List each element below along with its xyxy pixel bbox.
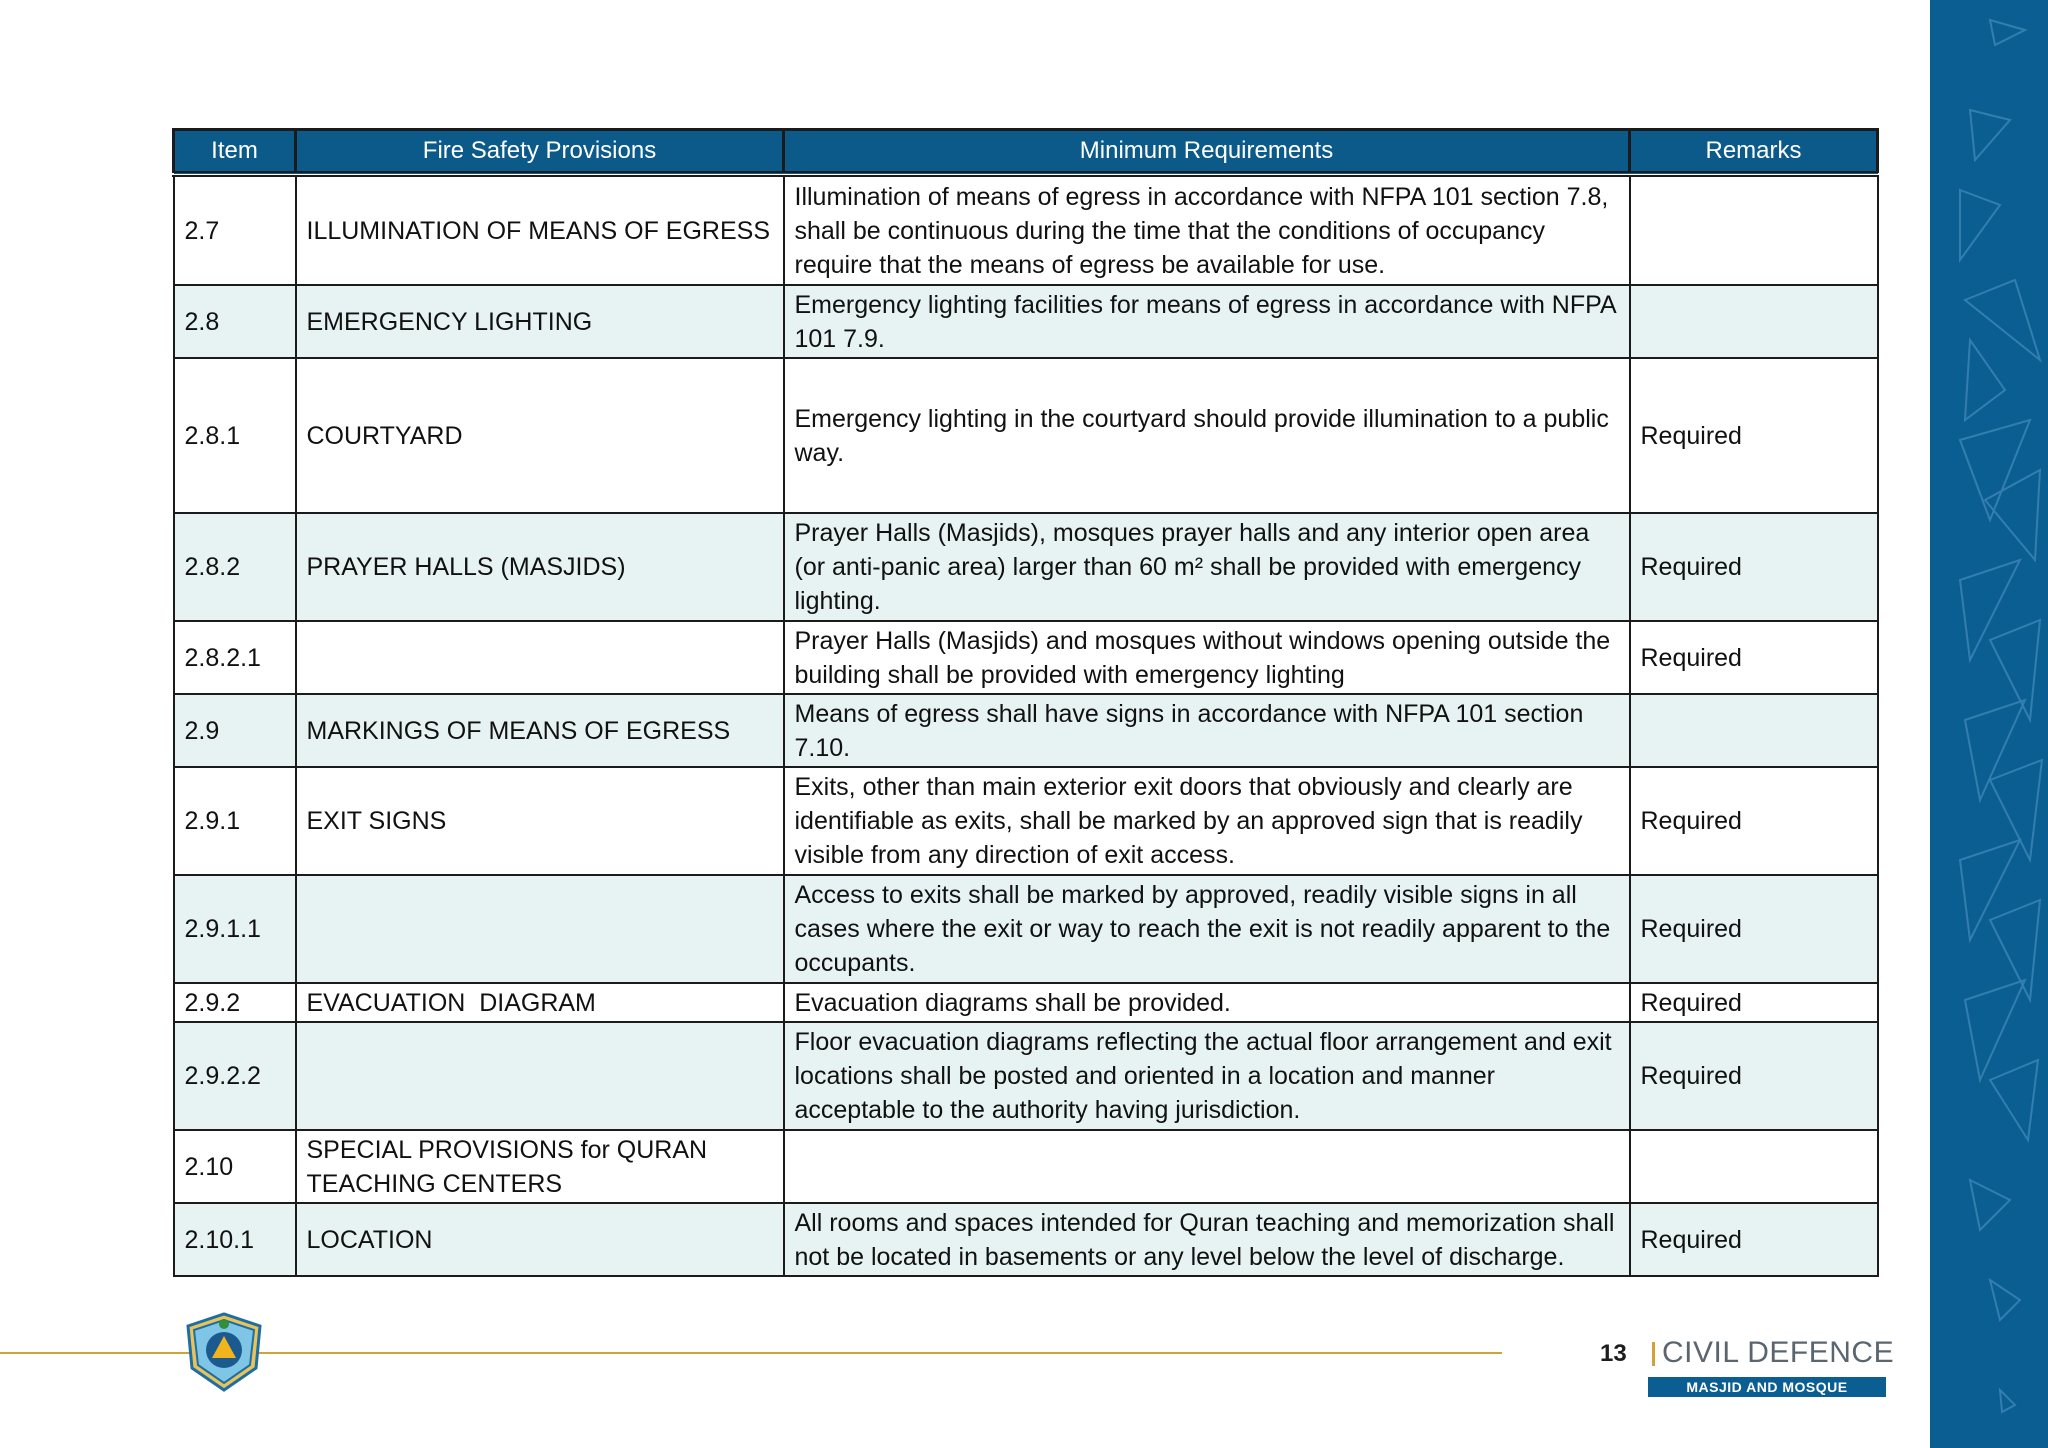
- cell-item: 2.10.1: [174, 1203, 296, 1276]
- cell-requirement: Floor evacuation diagrams reflecting the actual floor arrangement and exit locations shall be posted and oriented in a location and manner acceptable to the authority having jurisdiction.: [784, 1022, 1630, 1130]
- cell-requirement: Emergency lighting in the courtyard should provide illumination to a public way.: [784, 358, 1630, 513]
- cell-provision: EMERGENCY LIGHTING: [296, 285, 784, 358]
- cell-item: 2.8.1: [174, 358, 296, 513]
- cell-item: 2.7: [174, 174, 296, 285]
- table-row: [174, 767, 1878, 875]
- cell-provision: PRAYER HALLS (MASJIDS): [296, 513, 784, 621]
- cell-requirement: All rooms and spaces intended for Quran teaching and memorization shall not be located in basements or any level below the level of discharge.: [784, 1203, 1630, 1276]
- cell-provision: COURTYARD: [296, 358, 784, 513]
- table-row: [174, 174, 1878, 285]
- cell-requirement: Prayer Halls (Masjids), mosques prayer halls and any interior open area (or anti-panic area) larger than 60 m² shall be provided with emergency lighting.: [784, 513, 1630, 621]
- cell-remarks: Required: [1630, 1022, 1878, 1130]
- cell-requirement: Means of egress shall have signs in accordance with NFPA 101 section 7.10.: [784, 694, 1630, 767]
- cell-remarks: [1630, 1130, 1878, 1203]
- table-row: [174, 983, 1878, 1022]
- cell-remarks: Required: [1630, 621, 1878, 694]
- page-number: 13: [1600, 1340, 1627, 1367]
- cell-requirement: [784, 1130, 1630, 1203]
- cell-remarks: Required: [1630, 875, 1878, 983]
- cell-requirement: Evacuation diagrams shall be provided.: [784, 983, 1630, 1022]
- table-row: [174, 1203, 1878, 1276]
- cell-provision: LOCATION: [296, 1203, 784, 1276]
- brand-subtitle: MASJID AND MOSQUE: [1648, 1377, 1886, 1397]
- header-minimum-requirements: Minimum Requirements: [784, 130, 1630, 175]
- cell-remarks: Required: [1630, 767, 1878, 875]
- cell-item: 2.8: [174, 285, 296, 358]
- cell-item: 2.9.2: [174, 983, 296, 1022]
- cell-item: 2.8.2: [174, 513, 296, 621]
- decorative-side-band: [1930, 0, 2048, 1448]
- cell-item: 2.9.2.2: [174, 1022, 296, 1130]
- cell-remarks: [1630, 174, 1878, 285]
- cell-requirement: Prayer Halls (Masjids) and mosques without windows opening outside the building shall be provided with emergency lighting: [784, 621, 1630, 694]
- cell-remarks: Required: [1630, 983, 1878, 1022]
- cell-item: 2.10: [174, 1130, 296, 1203]
- cell-requirement: Exits, other than main exterior exit doors that obviously and clearly are identifiable as exits, shall be marked by an approved sign that is readily visible from any direction of exit access.: [784, 767, 1630, 875]
- cell-item: 2.9: [174, 694, 296, 767]
- cell-remarks: [1630, 694, 1878, 767]
- cell-provision: EVACUATION DIAGRAM: [296, 983, 784, 1022]
- table-row: [174, 621, 1878, 694]
- geometric-pattern-icon: [1930, 0, 2048, 1448]
- cell-provision: MARKINGS OF MEANS OF EGRESS: [296, 694, 784, 767]
- table-row: [174, 1130, 1878, 1203]
- cell-provision: [296, 621, 784, 694]
- brand-separator: [1652, 1342, 1655, 1366]
- cell-provision: EXIT SIGNS: [296, 767, 784, 875]
- table-row: [174, 694, 1878, 767]
- cell-remarks: Required: [1630, 513, 1878, 621]
- cell-requirement: Access to exits shall be marked by approved, readily visible signs in all cases where the exit or way to reach the exit is not readily apparent to the occupants.: [784, 875, 1630, 983]
- fire-safety-requirements-table: [172, 128, 1879, 1277]
- table-row: [174, 875, 1878, 983]
- cell-remarks: [1630, 285, 1878, 358]
- cell-provision: [296, 1022, 784, 1130]
- cell-requirement: Illumination of means of egress in accordance with NFPA 101 section 7.8, shall be continuous during the time that the conditions of occupancy require that the means of egress be available for use.: [784, 174, 1630, 285]
- cell-item: 2.9.1.1: [174, 875, 296, 983]
- header-item: Item: [174, 130, 296, 175]
- header-remarks: Remarks: [1630, 130, 1878, 175]
- cell-item: 2.9.1: [174, 767, 296, 875]
- cell-remarks: Required: [1630, 1203, 1878, 1276]
- table-row: [174, 513, 1878, 621]
- cell-remarks: Required: [1630, 358, 1878, 513]
- table-row: [174, 285, 1878, 358]
- cell-provision: ILLUMINATION OF MEANS OF EGRESS: [296, 174, 784, 285]
- header-provisions: Fire Safety Provisions: [296, 130, 784, 175]
- civil-defence-emblem-icon: [180, 1310, 268, 1394]
- table-row: [174, 1022, 1878, 1130]
- cell-item: 2.8.2.1: [174, 621, 296, 694]
- brand-title: CIVIL DEFENCE: [1662, 1336, 1895, 1369]
- cell-provision: [296, 875, 784, 983]
- cell-provision: SPECIAL PROVISIONS for QURAN TEACHING CENTERS: [296, 1130, 784, 1203]
- table-header-row: [174, 130, 1878, 175]
- cell-requirement: Emergency lighting facilities for means of egress in accordance with NFPA 101 7.9.: [784, 285, 1630, 358]
- table-row: [174, 358, 1878, 513]
